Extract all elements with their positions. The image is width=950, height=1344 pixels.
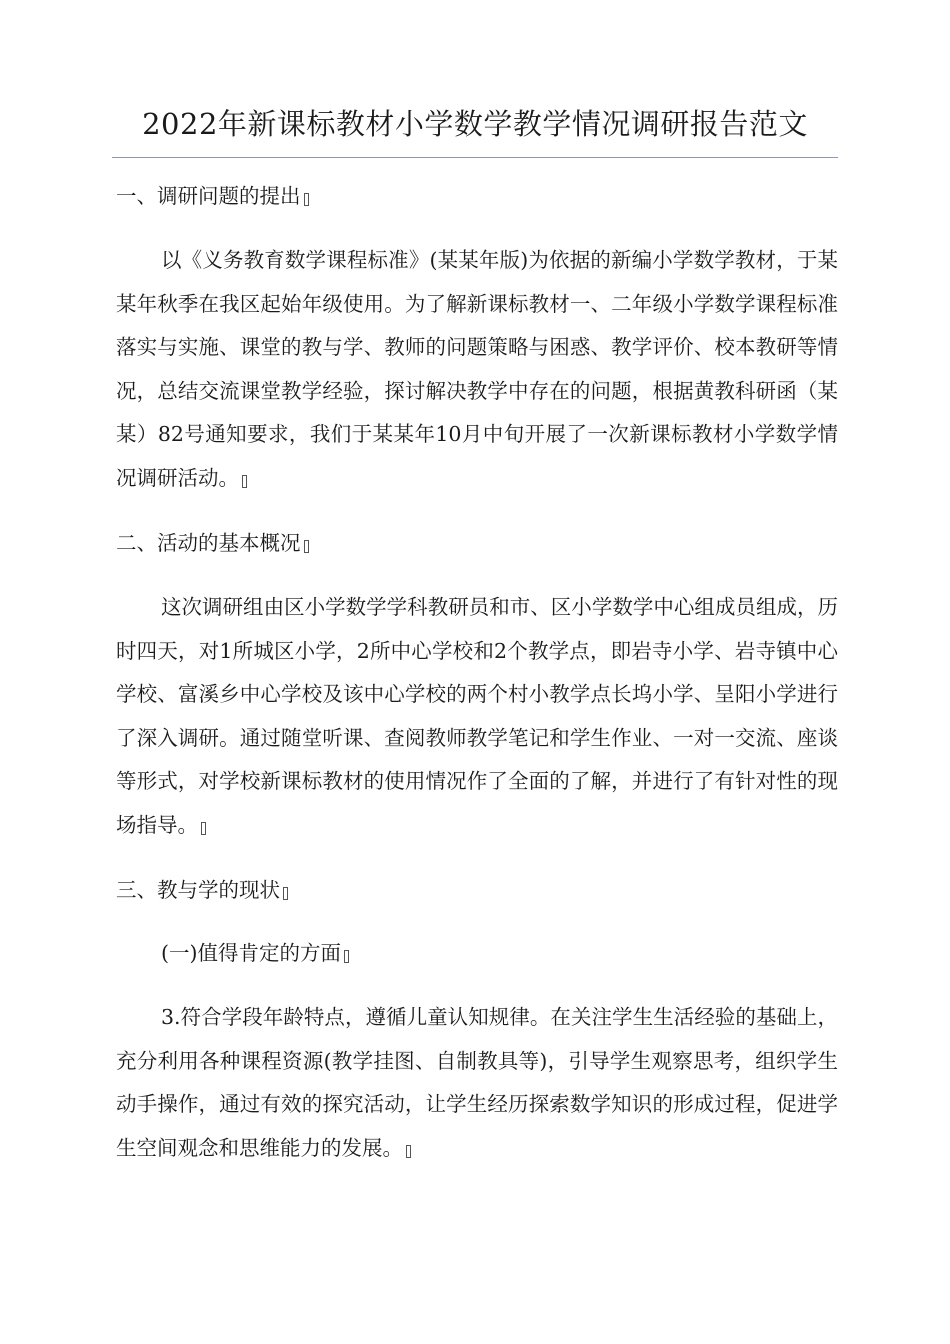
paragraph-mark-icon xyxy=(406,1145,411,1158)
section-paragraph: 3.符合学段年龄特点，遵循儿童认知规律。在关注学生生活经验的基础上，充分利用各种课程资源(教学挂图、自制教具等)，引导学生观察思考，组织学生动手操作，通过有效的探究活动，让学生经历探索数学知识的形成过程，促进学生空间观念和思维能力的发展。 xyxy=(116,1005,838,1160)
paragraph-mark-icon xyxy=(304,193,309,206)
paragraph-mark-icon xyxy=(242,475,247,488)
section-paragraph: 以《义务教育数学课程标准》(某某年版)为依据的新编小学数学教材，于某某年秋季在我区起始年级使用。为了解新课标教材一、二年级小学数学课程标准落实与实施、课堂的教与学、教师的问题策略与困惑、教学评价、校本教研等情况，总结交流课堂教学经验，探讨解决教学中存在的问题，根据黄教科研函（某某）82号通知要求，我们于某某年10月中旬开展了一次新课标教材小学数学情况调研活动。 xyxy=(116,248,838,490)
paragraph-mark-icon xyxy=(283,887,288,900)
paragraph-mark-icon xyxy=(304,540,309,553)
document-body xyxy=(116,176,838,1193)
paragraph-mark-icon xyxy=(201,822,206,835)
paragraph-mark-icon xyxy=(344,950,349,963)
section-heading: 二、活动的基本概况 xyxy=(116,523,838,563)
section-subheading: (一)值得肯定的方面 xyxy=(116,933,838,973)
section-heading: 三、教与学的现状 xyxy=(116,870,838,910)
section-heading: 一、调研问题的提出 xyxy=(116,176,838,216)
document-title: 2022年新课标教材小学数学教学情况调研报告范文 xyxy=(142,107,808,141)
section-paragraph: 这次调研组由区小学数学学科教研员和市、区小学数学中心组成员组成，历时四天，对1所城区小学，2所中心学校和2个教学点，即岩寺小学、岩寺镇中心学校、富溪乡中心学校及该中心学校的两个村小教学点长坞小学、呈阳小学进行了深入调研。通过随堂听课、查阅教师教学笔记和学生作业、一对一交流、座谈等形式，对学校新课标教材的使用情况作了全面的了解，并进行了有针对性的现场指导。 xyxy=(116,595,838,837)
title-divider xyxy=(112,157,838,158)
